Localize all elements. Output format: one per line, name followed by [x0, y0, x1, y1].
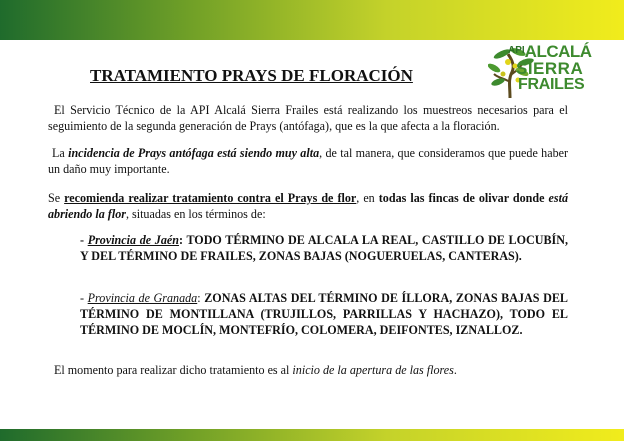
intro-paragraph: El Servicio Técnico de la API Alcalá Sierra Frailes está realizando los muestreos necesarios para el seguimiento de la segunda generación de Prays (antófaga), que es la que afecta a la floración. — [48, 103, 568, 133]
timing-end: . — [453, 363, 457, 377]
timing-lead: El momento para realizar dicho tratamiento es al — [54, 363, 293, 377]
timing-emphasis: inicio de la apertura de las flores — [292, 363, 454, 377]
granada-text: ZONAS ALTAS DEL TÉRMINO DE ÍLLORA, ZONAS BAJAS DEL TÉRMINO DE MONTILLANA (TRUJILLOS, PARRILLAS Y HACHAZO), TODO EL TÉRMINO DE MOCLÍN, MONTEFRÍO, COLOMERA, DEIFONTES, IZNALLOZ. — [80, 291, 568, 337]
recommendation-tail: , situadas en los términos de: — [125, 207, 266, 221]
granada-sep: : — [197, 291, 205, 305]
logo-line-3: FRAILES — [518, 76, 585, 93]
incidence-paragraph — [48, 145, 568, 177]
api-logo — [488, 40, 608, 104]
logo-line-2: SIERRA — [516, 59, 584, 78]
recommendation-mid: , en — [356, 191, 379, 205]
recommendation-where-2: está abriendo la flor — [48, 191, 569, 221]
jaen-sep: : — [178, 233, 187, 247]
jaen-dash: - — [80, 233, 88, 247]
top-gradient-band — [0, 0, 624, 40]
logo-line-1 — [508, 43, 592, 60]
jaen-item — [80, 232, 568, 264]
logo-alcala: ALCALÁ — [524, 42, 592, 61]
recommendation-lead: Se — [48, 191, 65, 205]
document-title: TRATAMIENTO PRAYS DE FLORACIÓN — [90, 66, 413, 85]
jaen-text: TODO TÉRMINO DE ALCALA LA REAL, CASTILLO DE LOCUBÍN, Y DEL TÉRMINO DE FRAILES, ZONAS BAJAS (NOGUERUELAS, CANTERAS). — [80, 233, 568, 263]
logo-api: API — [508, 45, 525, 56]
recommendation-paragraph — [48, 190, 568, 222]
incidence-suffix: , de tal manera, que consideramos que puede haber un daño muy importante. — [48, 146, 569, 176]
incidence-emphasis: incidencia de Prays antófaga está siendo muy alta — [68, 146, 320, 160]
granada-province: Provincia de Granada — [87, 291, 198, 305]
incidence-prefix: La — [52, 146, 69, 160]
recommendation-emphasis: recomienda realizar tratamiento contra el Prays de flor — [64, 191, 357, 205]
timing-paragraph — [54, 362, 574, 378]
jaen-province: Provincia de Jaén — [87, 233, 179, 247]
granada-item — [80, 290, 568, 338]
bottom-gradient-band — [0, 429, 624, 441]
recommendation-where: todas las fincas de olivar donde — [378, 191, 545, 205]
granada-dash: - — [80, 291, 88, 305]
